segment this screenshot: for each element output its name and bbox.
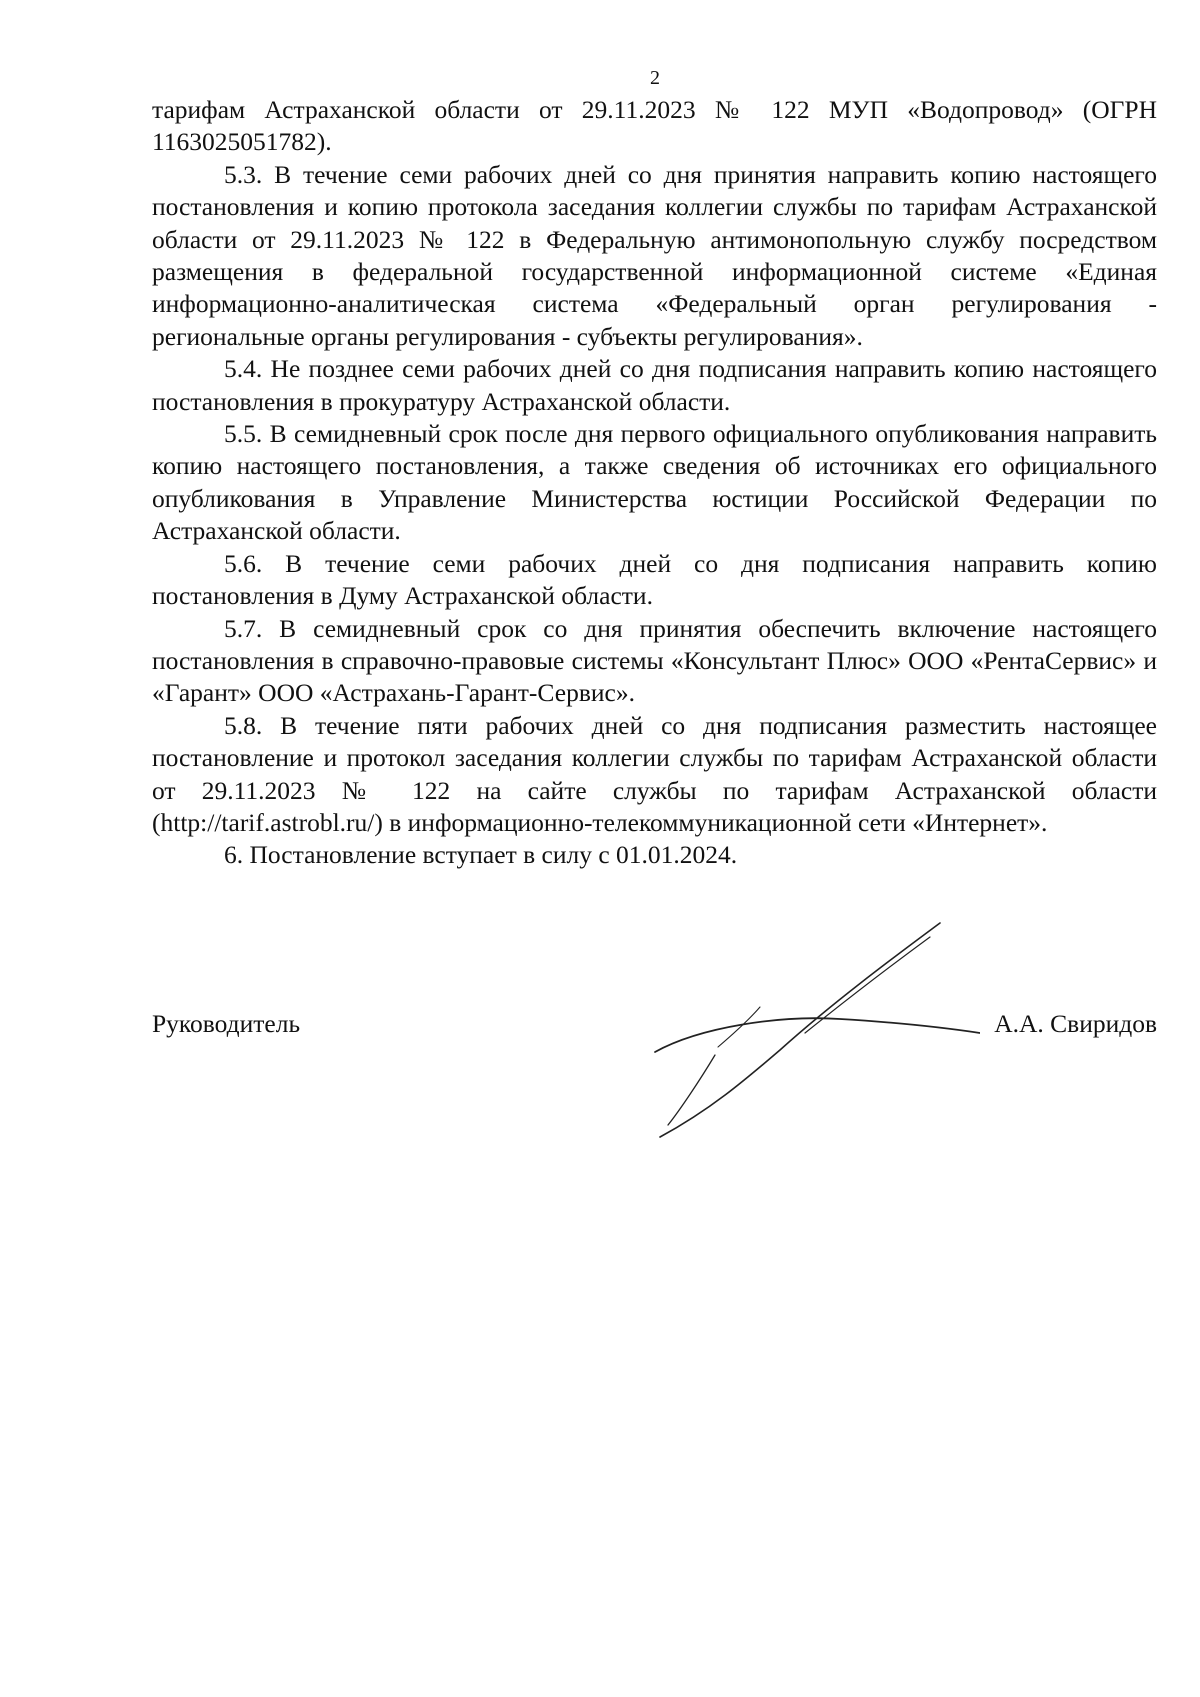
paragraph-5-6: 5.6. В течение семи рабочих дней со дня подписания направить копию постановления в Думу Астраханской области. — [152, 548, 1157, 611]
handwritten-signature — [640, 915, 980, 1155]
signatory-name: А.А. Свиридов — [994, 1009, 1157, 1038]
paragraph-5-5: 5.5. В семидневный срок после дня первого официального опубликования направить копию настоящего постановления, а также сведения об источниках его официального опубликования в Управление Министерства юстиции Российской Федерации по Астраханской области. — [152, 419, 1157, 546]
paragraph-continuation: тарифам Астраханской области от 29.11.2023 № 122 МУП «Водопровод» (ОГРН 1163025051782). — [152, 95, 1157, 157]
document-body — [152, 94, 1157, 872]
paragraph-6: 6. Постановление вступает в силу с 01.01.2024. — [224, 840, 738, 870]
paragraph-5-7: 5.7. В семидневный срок со дня принятия обеспечить включение настоящего постановления в справочно-правовые системы «Консультант Плюс» ООО «РентаСервис» и «Гарант» ООО «Астрахань-Гарант-Сервис». — [152, 613, 1157, 708]
page-number: 2 — [650, 67, 660, 89]
signature-stroke-tail — [668, 1055, 715, 1125]
paragraph-5-4: 5.4. Не позднее семи рабочих дней со дня подписания направить копию настоящего постановления в прокуратуру Астраханской области. — [152, 354, 1157, 416]
paragraph-5-8: 5.8. В течение пяти рабочих дней со дня подписания разместить настоящее постановление и протокол заседания коллегии службы по тарифам Астраханской области от 29.11.2023 № 122 на сайте службы по тарифам Астраханской области (http://tarif.astrobl.ru/) в информационно-телекоммуникационной сети «Интернет». — [152, 710, 1157, 837]
signatory-role: Руководитель — [152, 1009, 301, 1038]
paragraph-5-3: 5.3. В течение семи рабочих дней со дня принятия направить копию настоящего постановления и копию протокола заседания коллегии службы по тарифам Астраханской области от 29.11.2023 № 122 в Федеральную антимонопольную службу посредством размещения в федеральной государственной информационной системе «Единая информационно-аналитическая система «Федеральный орган регулирования - региональные органы регулирования - субъекты регулирования». — [152, 159, 1157, 351]
signature-stroke-accent — [718, 1007, 760, 1047]
signature-stroke-long — [660, 923, 940, 1137]
